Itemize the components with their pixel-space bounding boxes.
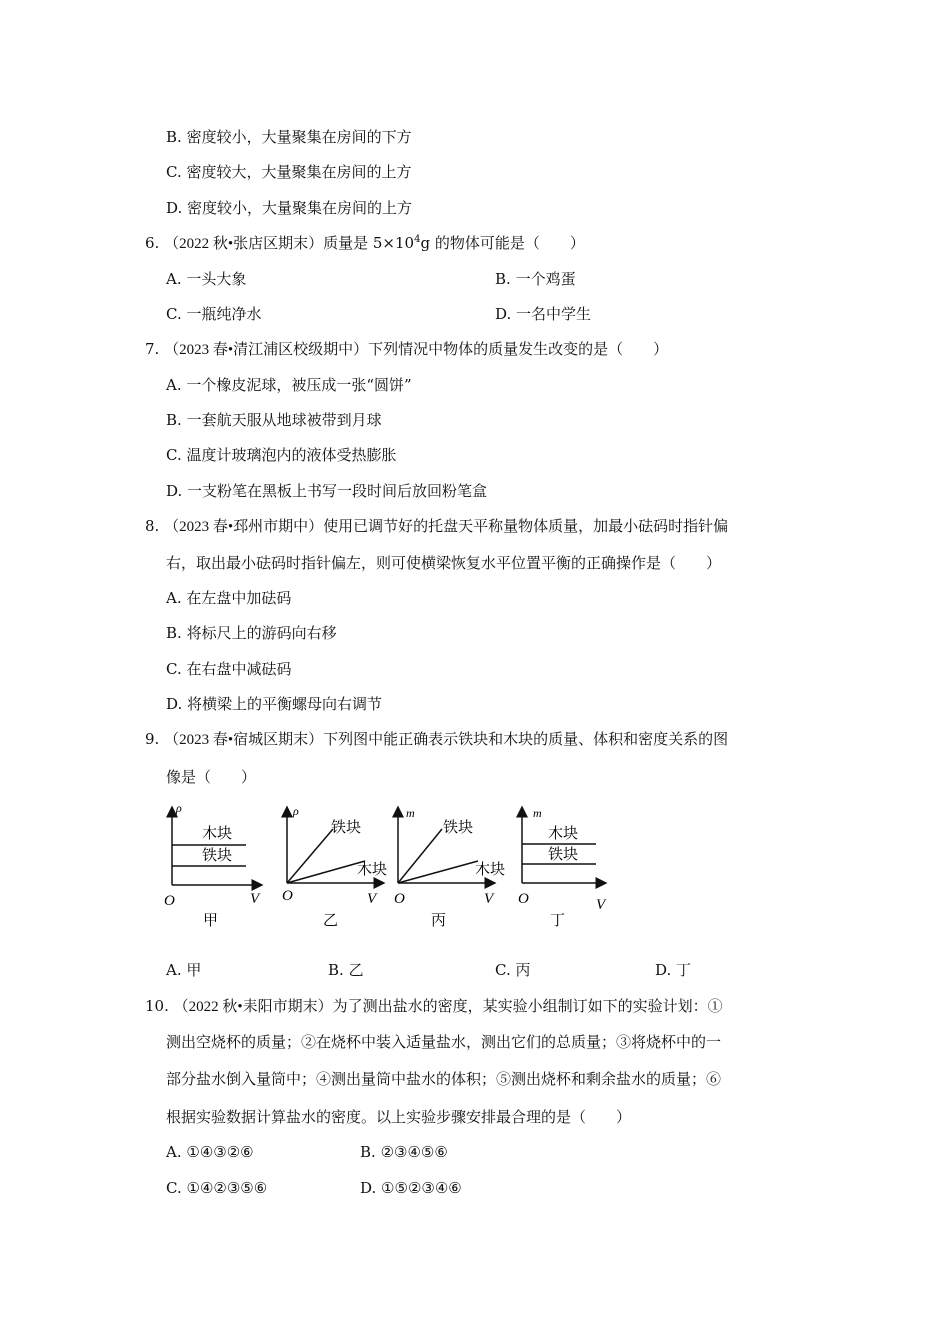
- q9-option-c: C. 丙: [495, 961, 531, 979]
- q8-stem-line2: 右，取出最小砝码时指针偏左，则可使横梁恢复水平位置平衡的正确操作是（ ）: [166, 554, 722, 572]
- q7-option-a: A. 一个橡皮泥球，被压成一张“圆饼”: [166, 376, 412, 394]
- graph-jia-iron-label: 铁块: [202, 846, 233, 864]
- graph-yi: [282, 804, 387, 929]
- q10-option-b: B. ②③④⑤⑥: [360, 1143, 448, 1161]
- q10-stem-line2: 测出空烧杯的质量；②在烧杯中装入适量盐水，测出它们的总质量；③将烧杯中的一: [166, 1033, 722, 1051]
- graph-bing: [394, 806, 505, 929]
- q10-option-c: C. ①④②③⑤⑥: [166, 1179, 268, 1197]
- graph-jia-caption: 甲: [203, 911, 219, 929]
- graph-yi-y-label: ρ: [293, 804, 299, 818]
- graph-jia-x-label: V: [250, 891, 260, 907]
- q7-option-d: D. 一支粉笔在黑板上书写一段时间后放回粉笔盒: [166, 482, 488, 500]
- graph-bing-iron-label: 铁块: [443, 818, 474, 836]
- graph-ding-origin: O: [518, 891, 529, 907]
- q6-option-c: C. 一瓶纯净水: [166, 305, 262, 323]
- q6-stem: 6. （2022 秋•张店区期末）质量是 $5\times 10^4g$ 的物体可能是（ ）: [145, 234, 585, 252]
- q10-option-a: A. ①④③②⑥: [166, 1143, 254, 1161]
- graph-ding-iron-label: 铁块: [548, 845, 579, 863]
- q10-stem-line3: 部分盐水倒入量筒中；④测出量筒中盐水的体积；⑤测出烧杯和剩余盐水的质量；⑥: [166, 1070, 722, 1088]
- graph-yi-x-label: V: [367, 891, 377, 907]
- graph-bing-line-iron: [398, 829, 442, 883]
- q7-stem: 7. （2023 春•清江浦区校级期中）下列情况中物体的质量发生改变的是（ ）: [145, 340, 669, 358]
- q6-option-a: A. 一头大象: [166, 270, 247, 288]
- graph-bing-caption: 丙: [431, 911, 447, 929]
- q5-option-c: C. 密度较大，大量聚集在房间的上方: [166, 163, 412, 181]
- graph-jia: [164, 801, 262, 929]
- q5-option-d: D. 密度较小，大量聚集在房间的上方: [166, 199, 413, 217]
- graph-yi-line-iron: [287, 829, 333, 883]
- graph-jia-wood-label: 木块: [202, 824, 233, 842]
- q7-option-b: B. 一套航天服从地球被带到月球: [166, 411, 382, 429]
- graph-bing-line-wood: [398, 861, 478, 883]
- q9-graphs: [150, 795, 620, 935]
- graph-bing-y-label: m: [406, 806, 415, 820]
- q9-stem-line2: 像是（ ）: [166, 768, 257, 786]
- q10-option-d: D. ①⑤②③④⑥: [360, 1179, 462, 1197]
- graph-yi-iron-label: 铁块: [331, 818, 362, 836]
- q9-option-b: B. 乙: [328, 961, 364, 979]
- q10-stem-line4: 根据实验数据计算盐水的密度。以上实验步骤安排最合理的是（ ）: [166, 1108, 632, 1126]
- graph-ding-x-label: V: [596, 897, 606, 913]
- graph-bing-origin: O: [394, 891, 405, 907]
- q7-option-c: C. 温度计玻璃泡内的液体受热膨胀: [166, 446, 397, 464]
- q10-stem-line1: 10. （2022 秋•耒阳市期末）为了测出盐水的密度，某实验小组制订如下的实验计划：①: [145, 997, 723, 1015]
- q8-option-d: D. 将横梁上的平衡螺母向右调节: [166, 695, 383, 713]
- graph-ding-y-label: m: [533, 806, 542, 820]
- graph-jia-y-label: ρ: [176, 801, 182, 815]
- graph-ding-wood-label: 木块: [548, 824, 579, 842]
- q5-option-b: B. 密度较小，大量聚集在房间的下方: [166, 128, 412, 146]
- q9-stem-line1: 9. （2023 春•宿城区期末）下列图中能正确表示铁块和木块的质量、体积和密度关系的图: [145, 730, 729, 748]
- q8-option-c: C. 在右盘中减砝码: [166, 660, 292, 678]
- graph-yi-wood-label: 木块: [357, 860, 388, 878]
- graph-bing-x-label: V: [484, 891, 494, 907]
- q9-option-d: D. 丁: [655, 961, 692, 979]
- graph-jia-origin: O: [164, 893, 175, 909]
- graph-yi-origin: O: [282, 888, 293, 904]
- q8-option-b: B. 将标尺上的游码向右移: [166, 624, 337, 642]
- graph-ding-caption: 丁: [550, 911, 566, 929]
- q6-option-b: B. 一个鸡蛋: [495, 270, 576, 288]
- q8-option-a: A. 在左盘中加砝码: [166, 589, 292, 607]
- graph-yi-caption: 乙: [323, 911, 339, 929]
- q8-stem-line1: 8. （2023 春•邳州市期中）使用已调节好的托盘天平称量物体质量，加最小砝码时指针偏: [145, 517, 729, 535]
- graph-yi-line-wood: [287, 861, 365, 883]
- q6-option-d: D. 一名中学生: [495, 305, 592, 323]
- graph-ding: [518, 806, 607, 929]
- graph-bing-wood-label: 木块: [475, 860, 506, 878]
- q9-option-a: A. 甲: [166, 961, 202, 979]
